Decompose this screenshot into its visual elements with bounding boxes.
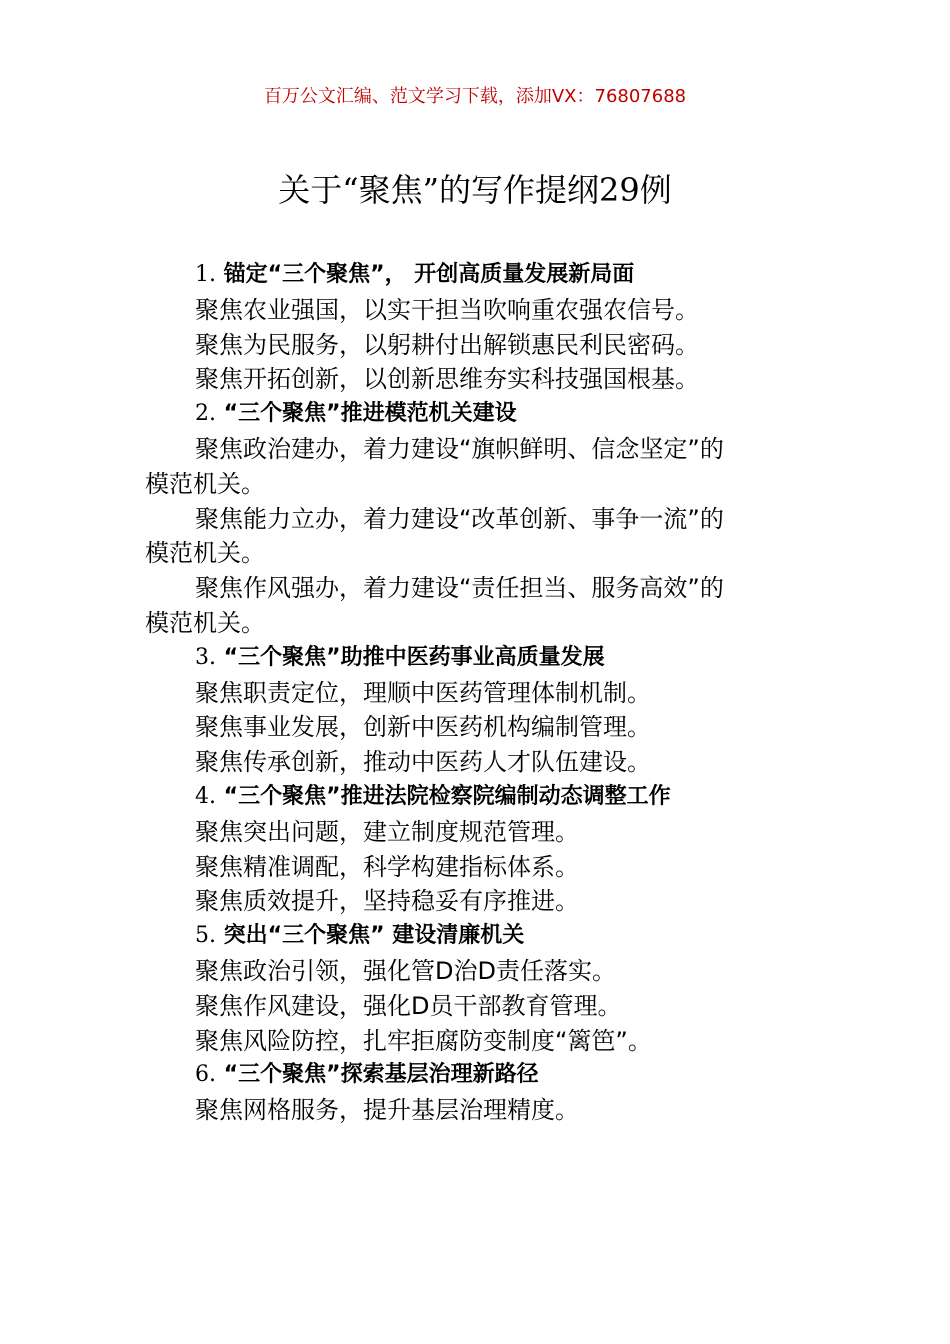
section-heading: 5. 突出“三个聚焦” 建设清廉机关 (195, 923, 525, 949)
list-item: 聚焦农业强国，以实干担当吹响重农强农信号。 (195, 295, 699, 324)
list-item: 聚焦质效提升，坚持稳妥有序推进。 (195, 887, 579, 916)
list-item: 聚焦网格服务，提升基层治理精度。 (195, 1096, 579, 1125)
list-item-continuation: 模范机关。 (145, 469, 265, 498)
list-item: 聚焦突出问题，建立制度规范管理。 (195, 817, 579, 846)
document-body (145, 258, 807, 1128)
section-heading: 3. “三个聚焦”助推中医药事业高质量发展 (195, 644, 605, 670)
list-item: 聚焦事业发展，创新中医药机构编制管理。 (195, 713, 651, 742)
section-heading: 6. “三个聚焦”探索基层治理新路径 (195, 1062, 539, 1088)
list-item: 聚焦传承创新，推动中医药人才队伍建设。 (195, 748, 651, 777)
list-item-continuation: 模范机关。 (145, 539, 265, 568)
list-item: 聚焦精准调配，科学构建指标体系。 (195, 852, 579, 881)
document-title: 关于“聚焦”的写作提纲29例 (278, 171, 672, 209)
list-item: 聚焦政治建办，着力建设“旗帜鲜明、信念坚定”的 (195, 434, 724, 463)
list-item: 聚焦开拓创新，以创新思维夯实科技强国根基。 (195, 365, 699, 394)
header-note: 百万公文汇编、范文学习下载，添加VX：76807688 (263, 86, 687, 107)
list-item: 聚焦职责定位，理顺中医药管理体制机制。 (195, 678, 651, 707)
list-item: 聚焦政治引领，强化管D治D责任落实。 (195, 956, 616, 985)
section-heading: 4. “三个聚焦”推进法院检察院编制动态调整工作 (195, 783, 671, 809)
list-item: 聚焦风险防控，扎牢拒腐防变制度“篱笆”。 (195, 1026, 652, 1055)
list-item: 聚焦为民服务，以躬耕付出解锁惠民利民密码。 (195, 330, 699, 359)
list-item-continuation: 模范机关。 (145, 608, 265, 637)
section-heading: 2. “三个聚焦”推进模范机关建设 (195, 401, 517, 427)
list-item: 聚焦作风建设，强化D员干部教育管理。 (195, 991, 622, 1020)
list-item: 聚焦能力立办，着力建设“改革创新、事争一流”的 (195, 504, 724, 533)
list-item: 聚焦作风强办，着力建设“责任担当、服务高效”的 (195, 574, 724, 603)
section-heading: 1. 锚定“三个聚焦”， 开创高质量发展新局面 (195, 262, 635, 287)
